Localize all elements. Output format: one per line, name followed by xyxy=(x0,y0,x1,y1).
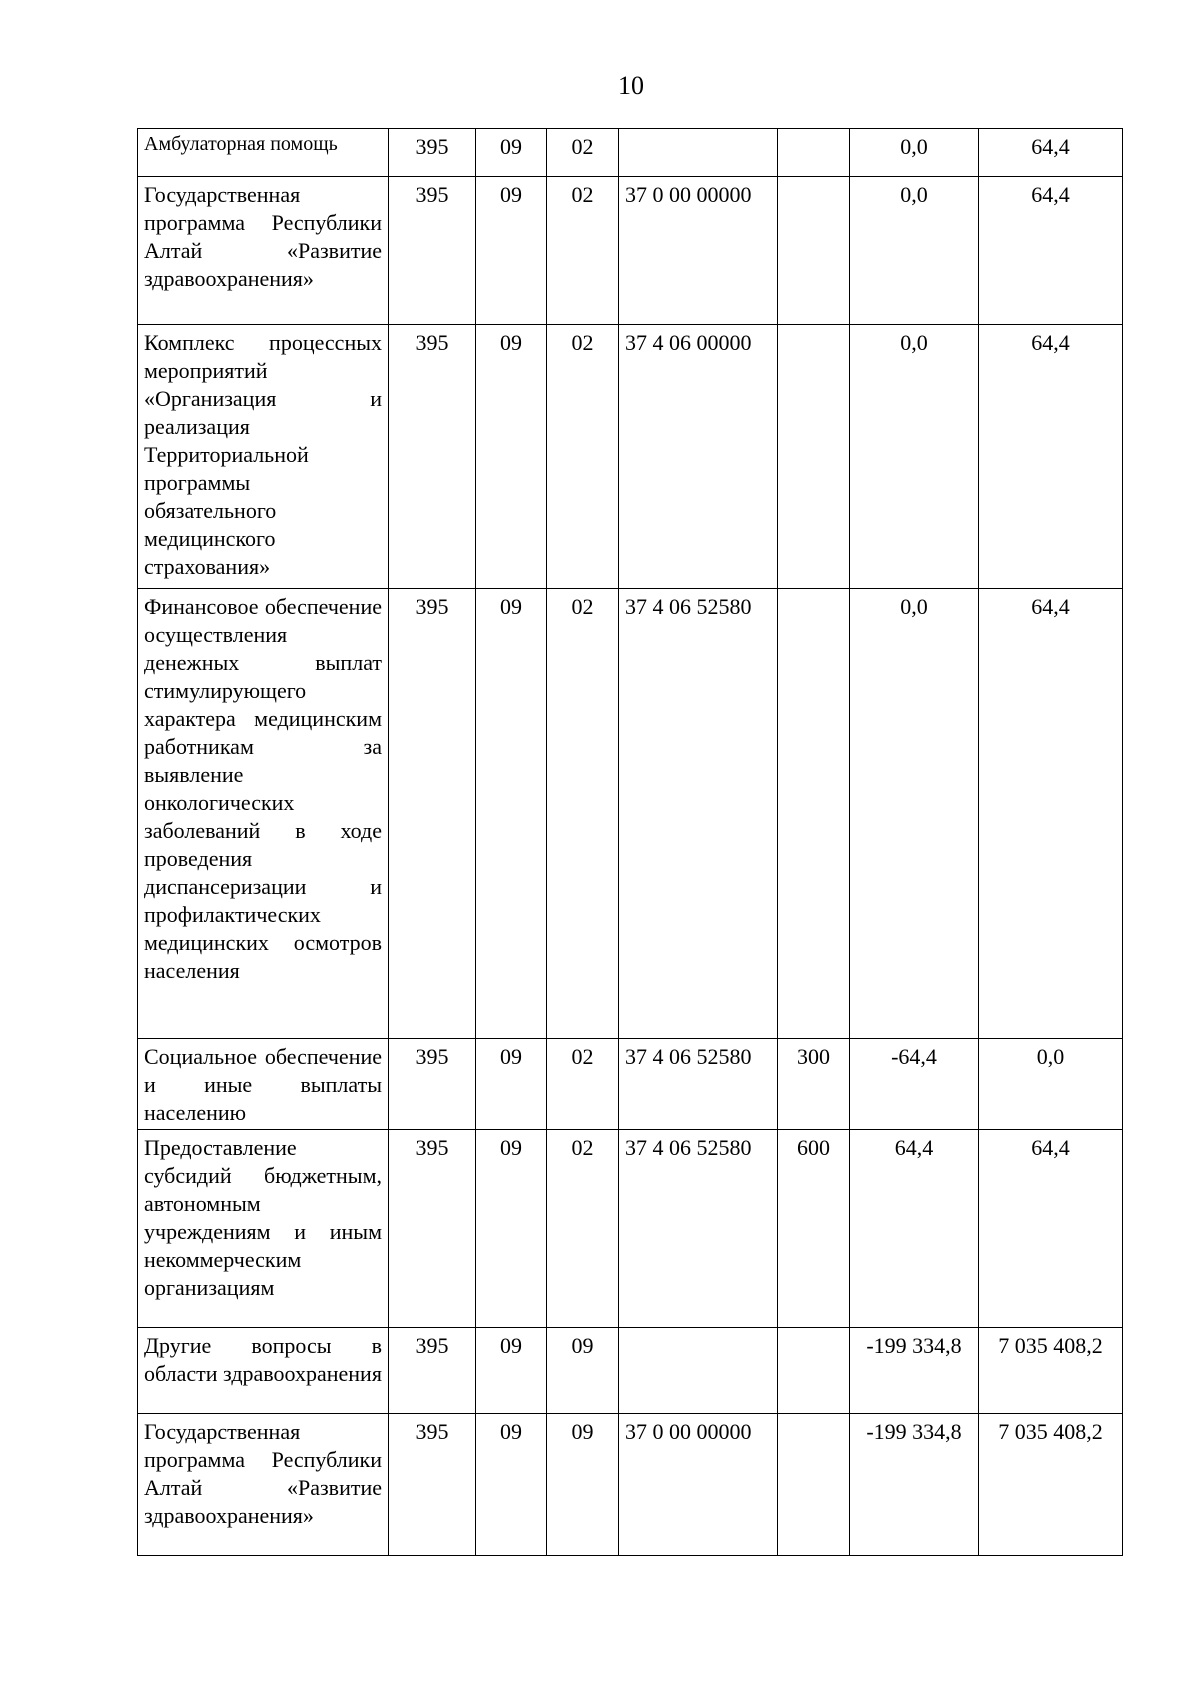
table-row xyxy=(138,1130,1123,1328)
sum2-cell: 64,4 xyxy=(979,589,1123,1039)
csr-cell: 37 4 06 52580 xyxy=(619,589,778,1039)
row-name-cell: Амбулаторная помощь xyxy=(138,129,389,177)
pr-cell: 09 xyxy=(547,1328,619,1414)
sum2-cell: 7 035 408,2 xyxy=(979,1414,1123,1556)
rz-cell: 09 xyxy=(476,1130,547,1328)
ved-cell: 395 xyxy=(389,589,476,1039)
pr-cell: 09 xyxy=(547,1414,619,1556)
ved-cell: 395 xyxy=(389,1328,476,1414)
sum1-cell: -199 334,8 xyxy=(850,1328,979,1414)
sum1-cell: 0,0 xyxy=(850,177,979,325)
rz-cell: 09 xyxy=(476,1039,547,1130)
vr-cell xyxy=(778,177,850,325)
rz-cell: 09 xyxy=(476,1414,547,1556)
rz-cell: 09 xyxy=(476,325,547,589)
vr-cell: 300 xyxy=(778,1039,850,1130)
sum2-cell: 0,0 xyxy=(979,1039,1123,1130)
csr-cell: 37 4 06 52580 xyxy=(619,1039,778,1130)
pr-cell: 02 xyxy=(547,129,619,177)
sum1-cell: 0,0 xyxy=(850,589,979,1039)
table-row xyxy=(138,589,1123,1039)
table-row xyxy=(138,1328,1123,1414)
ved-cell: 395 xyxy=(389,177,476,325)
sum2-cell: 7 035 408,2 xyxy=(979,1328,1123,1414)
vr-cell xyxy=(778,129,850,177)
csr-cell xyxy=(619,129,778,177)
row-name-cell: Социальное обеспечение и иные выплаты населению xyxy=(138,1039,389,1130)
ved-cell: 395 xyxy=(389,325,476,589)
row-name-cell: Государственная программа Республики Алтай «Развитие здравоохранения» xyxy=(138,1414,389,1556)
pr-cell: 02 xyxy=(547,1130,619,1328)
sum2-cell: 64,4 xyxy=(979,1130,1123,1328)
row-name-cell: Финансовое обеспечение осуществления денежных выплат стимулирующего характера медицинским работникам за выявление онкологических заболеваний в ходе проведения диспансеризации и профилактических медицинских осмотров населения xyxy=(138,589,389,1039)
vr-cell xyxy=(778,1328,850,1414)
vr-cell: 600 xyxy=(778,1130,850,1328)
ved-cell: 395 xyxy=(389,1130,476,1328)
page-number: 10 xyxy=(618,71,644,100)
csr-cell: 37 0 00 00000 xyxy=(619,1414,778,1556)
pr-cell: 02 xyxy=(547,325,619,589)
pr-cell: 02 xyxy=(547,177,619,325)
table-row xyxy=(138,325,1123,589)
sum2-cell: 64,4 xyxy=(979,325,1123,589)
row-name-cell: Комплекс процессных мероприятий «Организация и реализация Территориальной программы обязательного медицинского страхования» xyxy=(138,325,389,589)
sum2-cell: 64,4 xyxy=(979,129,1123,177)
ved-cell: 395 xyxy=(389,1039,476,1130)
vr-cell xyxy=(778,1414,850,1556)
budget-table xyxy=(137,128,1123,1556)
vr-cell xyxy=(778,325,850,589)
ved-cell: 395 xyxy=(389,1414,476,1556)
sum1-cell: 0,0 xyxy=(850,129,979,177)
table-row xyxy=(138,1039,1123,1130)
row-name-cell: Другие вопросы в области здравоохранения xyxy=(138,1328,389,1414)
sum2-cell: 64,4 xyxy=(979,177,1123,325)
vr-cell xyxy=(778,589,850,1039)
sum1-cell: 64,4 xyxy=(850,1130,979,1328)
rz-cell: 09 xyxy=(476,589,547,1039)
sum1-cell: 0,0 xyxy=(850,325,979,589)
table-row xyxy=(138,177,1123,325)
table-row xyxy=(138,129,1123,177)
csr-cell: 37 0 00 00000 xyxy=(619,177,778,325)
csr-cell: 37 4 06 52580 xyxy=(619,1130,778,1328)
rz-cell: 09 xyxy=(476,177,547,325)
csr-cell xyxy=(619,1328,778,1414)
sum1-cell: -64,4 xyxy=(850,1039,979,1130)
rz-cell: 09 xyxy=(476,129,547,177)
ved-cell: 395 xyxy=(389,129,476,177)
csr-cell: 37 4 06 00000 xyxy=(619,325,778,589)
table-row xyxy=(138,1414,1123,1556)
row-name-cell: Предоставление субсидий бюджетным, автономным учреждениям и иным некоммерческим организациям xyxy=(138,1130,389,1328)
sum1-cell: -199 334,8 xyxy=(850,1414,979,1556)
rz-cell: 09 xyxy=(476,1328,547,1414)
row-name-cell: Государственная программа Республики Алтай «Развитие здравоохранения» xyxy=(138,177,389,325)
pr-cell: 02 xyxy=(547,1039,619,1130)
pr-cell: 02 xyxy=(547,589,619,1039)
